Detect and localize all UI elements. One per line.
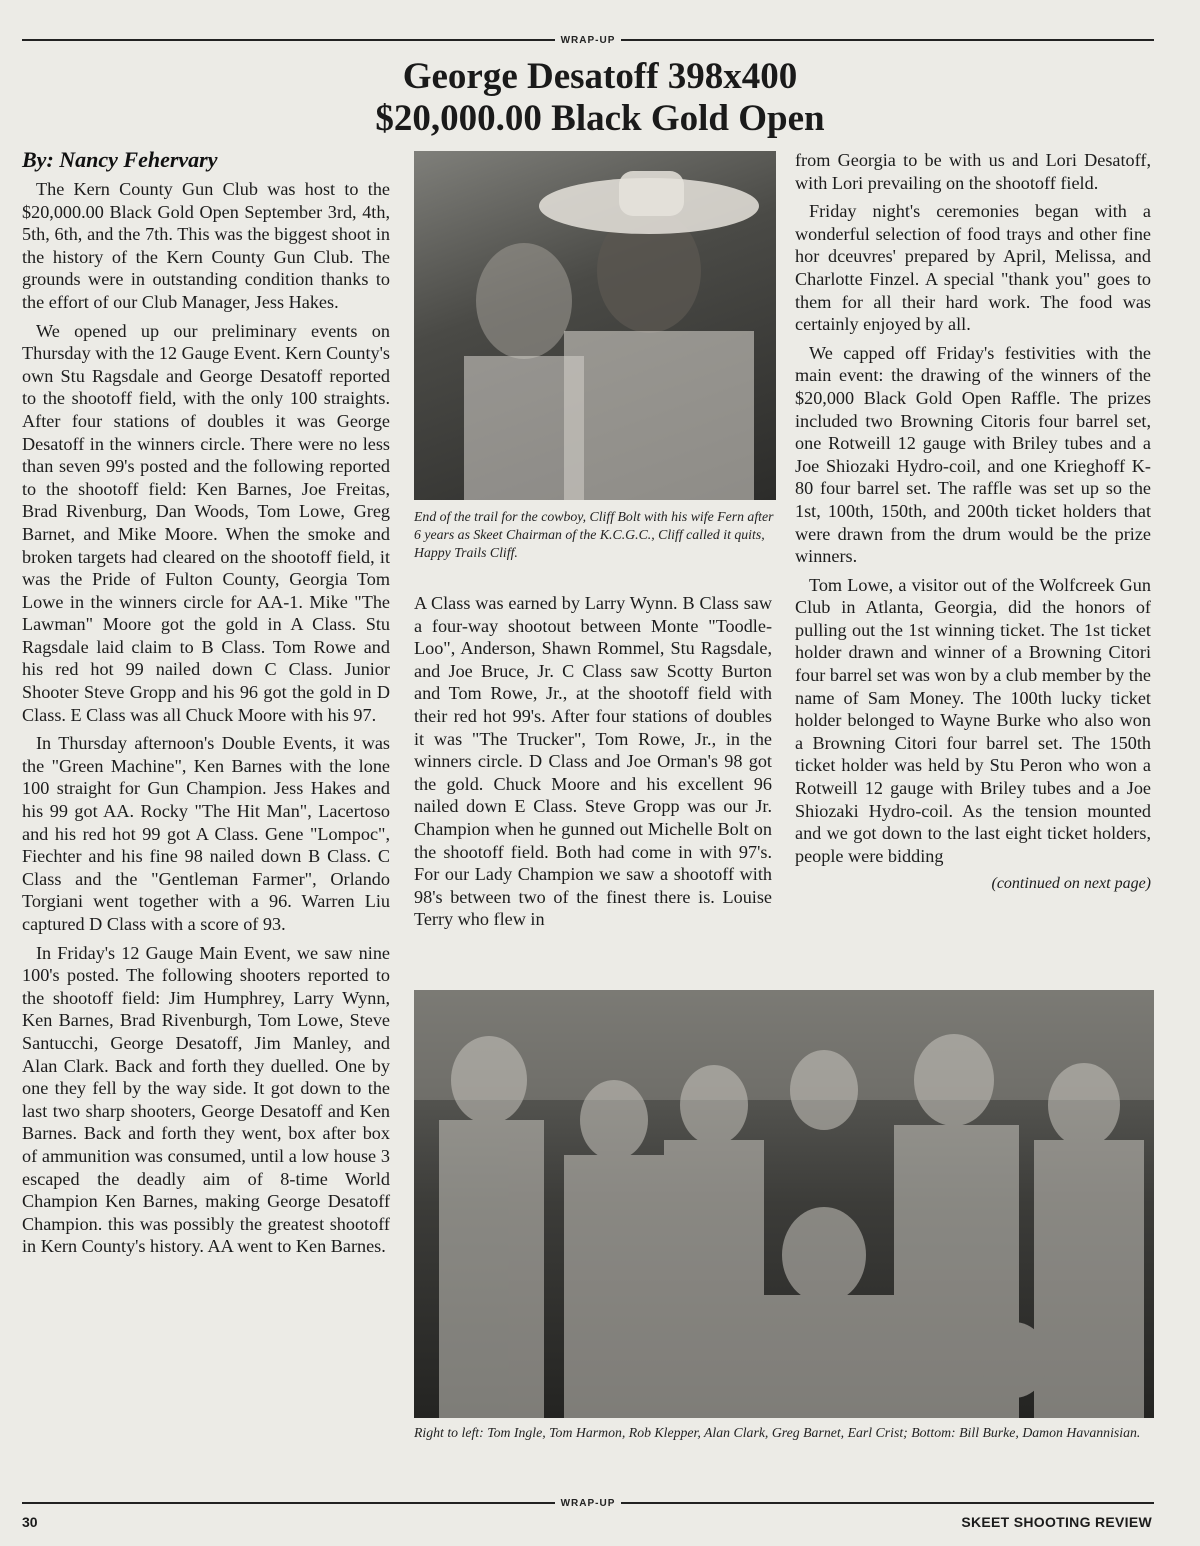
article-column-right — [795, 149, 1151, 896]
paragraph: We opened up our preliminary events on Thursday with the 12 Gauge Event. Kern County's own Stu Ragsdale and George Desatoff reported to the shootoff field, with the only 100 straights. After four stations of doubles it was George Desatoff in the winners circle. There were no less than seven 99's posted and the following reported to the shootoff field: Ken Barnes, Joe Freitas, Brad Rivenburg, Dan Woods, Tom Lowe, Greg Barnet, and Mike Moore. When the smoke and broken targets had cleared on the shootoff field, it was the Pride of Fulton County, Georgia Tom Lowe in the winners circle for AA-1. Mike "The Lawman" Moore got the gold in A Class. Stu Ragsdale laid claim to B Class. Tom Rowe and his red hot 99 nailed down C Class. Junior Shooter Steve Gropp and his 96 got the gold in D Class. E Class was all Chuck Moore with his 97. — [22, 320, 390, 725]
paragraph: from Georgia to be with us and Lori Desatoff, with Lori prevailing on the shootoff field. — [795, 150, 1151, 193]
photo-group-winners — [414, 990, 1154, 1418]
publication-title: SKEET SHOOTING REVIEW — [961, 1514, 1152, 1530]
paragraph: A Class was earned by Larry Wynn. B Class saw a four-way shootout between Monte "Toodle-Loo", Anderson, Shawn Rommel, Stu Ragsdale, and Joe Bruce, Jr. C Class saw Scotty Burton and Tom Rowe, Jr., at the shootoff field with their red hot 99's. After four stations of doubles it was "The Trucker", Tom Rowe, Jr., in the winners circle. D Class and Joe Orman's 98 got the gold. Chuck Moore and his excellent 96 nailed down E Class. Steve Gropp was our Jr. Champion when he gunned out Michelle Bolt on the shootoff field. Both had come in with 97's. For our Lady Champion we saw a shootoff with 98's between two of the finest there is. Louise Terry who flew in — [414, 593, 772, 930]
continued-note: (continued on next page) — [991, 875, 1151, 893]
section-tag-bottom: WRAP-UP — [560, 1497, 616, 1509]
photo-cliff-and-fern-bolt — [414, 151, 776, 500]
photo-placeholder-icon — [414, 990, 1154, 1418]
article-column-left — [22, 178, 390, 1264]
divider-line — [22, 1502, 555, 1504]
divider-line — [621, 39, 1154, 41]
headline — [200, 56, 1000, 140]
paragraph: Tom Lowe, a visitor out of the Wolfcreek Gun Club in Atlanta, Georgia, did the honors of pulling out the 1st winning ticket. The 1st ticket holder drawn and winner of a Browning Citori four barrel set was won by a club member by the name of Sam Money. The 100th lucky ticket holder belonged to Wayne Burke who also won a Browning Citori four barrel set. The 150th ticket holder was held by Stu Peron who won a Rotweill 12 gauge with Briley tubes and a Joe Shiozaki Hydro-coil. As the tension mounted and we got down to the last eight ticket holders, people were bidding — [795, 574, 1151, 866]
bottom-rule — [22, 1495, 1154, 1511]
paragraph: The Kern County Gun Club was host to the $20,000.00 Black Gold Open September 3rd, 4th, 5th, 6th, and the 7th. This was the biggest shoot in the history of the Kern County Gun Club. The grounds were in outstanding condition thanks to the effort of our Club Manager, Jess Hakes. — [22, 179, 390, 312]
photo-caption-top: End of the trail for the cowboy, Cliff Bolt with his wife Fern after 6 years as Skeet Chairman of the K.C.G.C., Cliff called it quits, Happy Trails Cliff. — [414, 509, 774, 560]
paragraph: In Thursday afternoon's Double Events, it was the "Green Machine", Ken Barnes with the lone 100 straight for Gun Champion. Jess Hakes and his 99 got AA. Rocky "The Hit Man", Lacertoso and his red hot 99 got A Class. Gene "Lompoc", Fiechter and his fine 98 nailed down B Class. C Class and the "Gentleman Farmer", Orlando Torgiani went together with a 96. Warren Liu captured D Class with a score of 93. — [22, 733, 390, 934]
paragraph: In Friday's 12 Gauge Main Event, we saw nine 100's posted. The following shooters reported to the shootoff field: Jim Humphrey, Larry Wynn, Ken Barnes, Brad Rivenburgh, Tom Lowe, Steve Santucchi, George Desatoff, Jim Manley, and Alan Clark. Back and forth they duelled. One by one they fell by the way side. It got down to the last two sharp shooters, George Desatoff and Ken Barnes. Back and forth they went, box after box of ammunition was consumed, until a low house 3 escaped the deadly aim of 8-time World Champion Ken Barnes, making George Desatoff Champion. this was possibly the greatest shootoff in Kern County's history. AA went to Ken Barnes. — [22, 942, 390, 1257]
page-number: 30 — [22, 1514, 38, 1530]
photo-caption-bottom: Right to left: Tom Ingle, Tom Harmon, Rob Klepper, Alan Clark, Greg Barnet, Earl Crist; Bottom: Bill Burke, Damon Havannisian. — [414, 1425, 1141, 1440]
section-tag-top: WRAP-UP — [560, 34, 616, 46]
headline-line-1: George Desatoff 398x400 — [402, 56, 798, 97]
photo-placeholder-icon — [414, 151, 776, 500]
paragraph: We capped off Friday's festivities with the main event: the drawing of the winners of the $20,000 Black Gold Open Raffle. The prizes included two Browning Citoris four barrel set, one Rotweill 12 gauge with Briley tubes and a Joe Shiozaki Hydro-coil, and one Krieghoff K-80 four barrel set. The raffle was set up so the 1st, 100th, 150th, and 200th ticket holders that were drawn from the drum would be the prize winners. — [795, 342, 1151, 567]
divider-line — [22, 39, 555, 41]
divider-line — [621, 1502, 1154, 1504]
article-column-middle — [414, 592, 772, 937]
top-rule — [22, 32, 1154, 48]
byline: By: Nancy Fehervary — [22, 147, 218, 172]
headline-line-2: $20,000.00 Black Gold Open — [375, 98, 825, 139]
paragraph: Friday night's ceremonies began with a wonderful selection of food trays and other fine hor dceuvres' prepared by April, Melissa, and Charlotte Finzel. A special "thank you" goes to them for all their hard work. The food was certainly enjoyed by all. — [795, 201, 1151, 335]
